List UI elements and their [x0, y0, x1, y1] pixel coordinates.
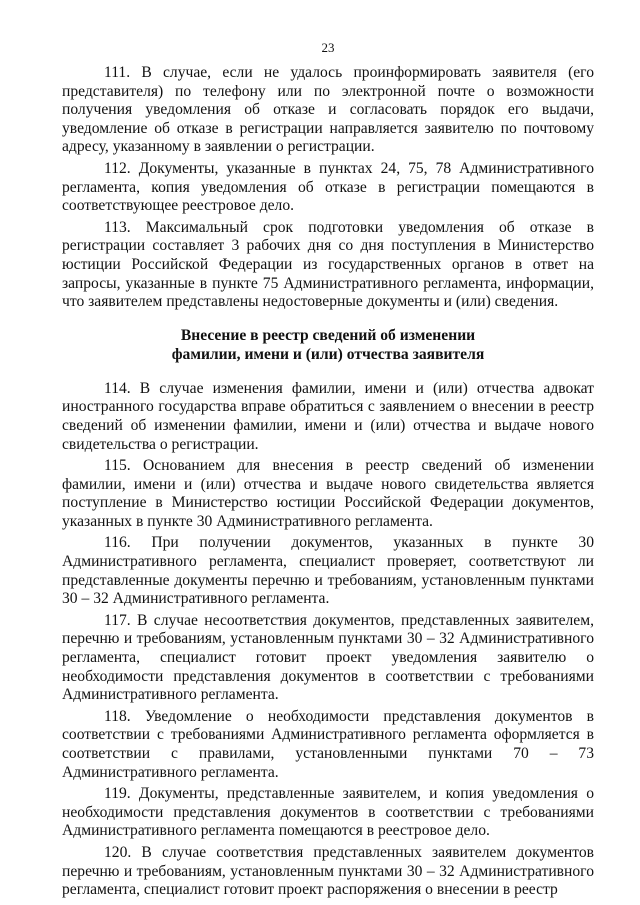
paragraph-115: 115. Основанием для внесения в реестр сведений об изменении фамилии, имени и (или) отчества и выдаче нового свидетельства является поступление в Министерство юстиции Российской Федерации документов, указанных в пункте 30 Административного регламента. [62, 457, 594, 530]
paragraph-118: 118. Уведомление о необходимости представления документов в соответствии с требованиями Административного регламента оформляется в соответствии с правилами, установленными пунктами 70 – 73 Административного регламента. [62, 707, 594, 781]
paragraph-114: 114. В случае изменения фамилии, имени и (или) отчества адвокат иностранного государства вправе обратиться с заявлением о внесении в реестр сведений об изменении фамилии, имени и (или) отчества и выдаче нового свидетельства о регистрации. [62, 379, 594, 453]
paragraph-117: 117. В случае несоответствия документов, представленных заявителем, перечню и требованиям, установленным пунктами 30 – 32 Административного регламента, специалист готовит проект уведомления заявителю о необходимости представления документов в соответствии с требованиями Административного регламента. [62, 611, 594, 704]
paragraph-119: 119. Документы, представленные заявителем, и копия уведомления о необходимости представления документов в соответствии с требованиями Административного регламента помещаются в реестровое дело. [62, 785, 594, 840]
document-page [62, 0, 594, 903]
page-number: 23 [321, 40, 335, 55]
paragraph-116: 116. При получении документов, указанных в пункте 30 Административного регламента, специалист проверяет, соответствуют ли представленные документы перечню и требованиям, установленным пунктами 30 – 32 Административного регламента. [62, 534, 594, 608]
paragraph-120: 120. В случае соответствия представленных заявителем документов перечню и требованиям, установленным пунктами 30 – 32 Административного регламента, специалист готовит проект распоряжения о внесении в реестр [62, 843, 594, 899]
paragraph-111: 111. В случае, если не удалось проинформировать заявителя (его представителя) по телефону или по электронной почте о возможности получения уведомления об отказе и согласовать порядок его выдачи, уведомление об отказе в регистрации направляется заявителю по почтовому адресу, указанному в заявлении о регистрации. [62, 64, 594, 156]
paragraph-112: 112. Документы, указанные в пунктах 24, 75, 78 Административного регламента, копия уведомления об отказе в регистрации помещаются в соответствующее реестровое дело. [62, 159, 594, 215]
section-heading-line-2: фамилии, имени и (или) отчества заявителя [171, 345, 485, 363]
section-heading-line-1: Внесение в реестр сведений об изменении [180, 326, 476, 344]
section-heading [62, 326, 594, 364]
paragraph-113: 113. Максимальный срок подготовки уведомления об отказе в регистрации составляет 3 рабочих дня со дня поступления в Министерство юстиции Российской Федерации из государственных органов в ответ на запросы, указанные в пункте 75 Административного регламента, информации, что заявителем представлены недостоверные документы и (или) сведения. [62, 218, 594, 311]
